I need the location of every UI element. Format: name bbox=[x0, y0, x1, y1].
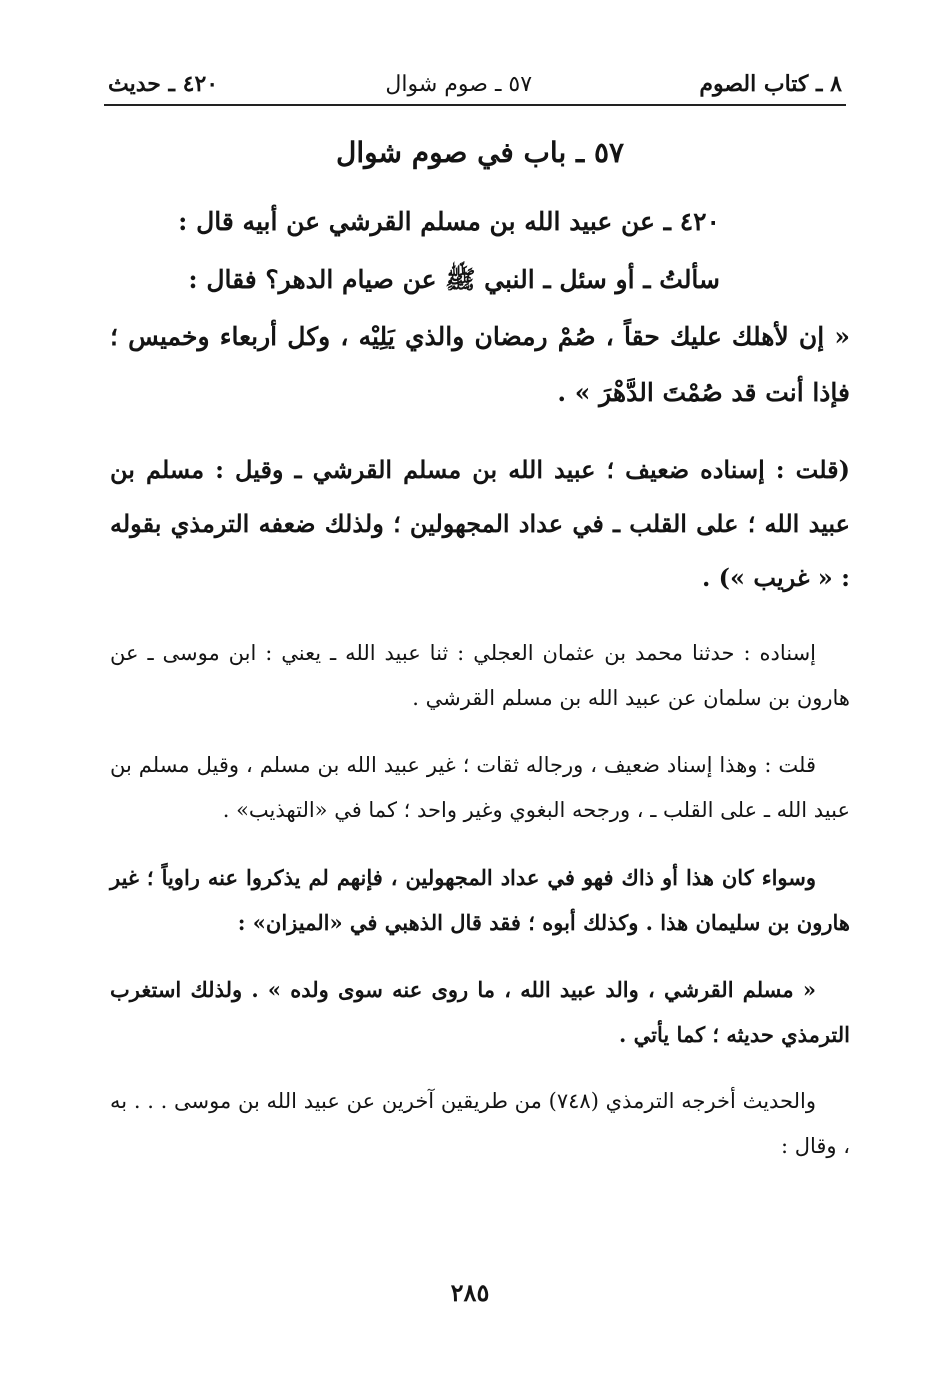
grading-note: (قلت : إسناده ضعيف ؛ عبيد الله بن مسلم القرشي ـ وقيل : مسلم بن عبيد الله ؛ على القلب ـ في عداد المجهولين ؛ ولذلك ضعفه الترمذي بقوله : « غريب ») . bbox=[110, 455, 850, 592]
header-book-title: ٨ ـ كتاب الصوم bbox=[699, 71, 842, 97]
chapter-title: ٥٧ ـ باب في صوم شوال bbox=[335, 136, 625, 169]
header-hadith-number: ٤٢٠ ـ حديث bbox=[108, 71, 219, 97]
hadith-text: « إن لأهلك عليك حقاً ، صُمْ رمضان والذي يَلِيْه ، وكل أربعاء وخميس ؛ فإذا أنت قد صُمْتَ الدَّهْرَ » . bbox=[110, 322, 850, 407]
commentary-paragraph: والحديث أخرجه الترمذي (٧٤٨) من طريقين آخرين عن عبيد الله بن موسى . . . به ، وقال : bbox=[110, 1089, 850, 1158]
commentary-paragraph: « مسلم القرشي ، والد عبيد الله ، ما روى عنه سوى ولده » . ولذلك استغرب الترمذي حديثه ؛ كما يأتي . bbox=[110, 977, 850, 1047]
header-divider bbox=[104, 104, 846, 106]
commentary-paragraph: وسواء كان هذا أو ذاك فهو في عداد المجهولين ، فإنهم لم يذكروا عنه راوياً ؛ غير هارون بن سليمان هذا . وكذلك أبوه ؛ فقد قال الذهبي في «الميزان» : bbox=[110, 865, 850, 935]
page-body bbox=[110, 130, 850, 1191]
hadith-chain: ٤٢٠ ـ عن عبيد الله بن مسلم القرشي عن أبيه قال : bbox=[178, 207, 720, 236]
header-chapter-title: ٥٧ ـ صوم شوال bbox=[385, 71, 533, 97]
page-number: ٢٨٥ bbox=[450, 1278, 490, 1307]
commentary-paragraph: قلت : وهذا إسناد ضعيف ، ورجاله ثقات ؛ غير عبيد الله بن مسلم ، وقيل مسلم بن عبيد الله ـ على القلب ـ ، ورجحه البغوي وغير واحد ؛ كما في «التهذيب» . bbox=[110, 753, 850, 822]
isnad-paragraph: إسناده : حدثنا محمد بن عثمان العجلي : ثنا عبيد الله ـ يعني : ابن موسى ـ عن هارون بن سلمان عن عبيد الله بن مسلم القرشي . bbox=[110, 641, 850, 710]
running-header bbox=[108, 64, 842, 104]
hadith-question: سألتُ ـ أو سئل ـ النبي ﷺ عن صيام الدهر؟ فقال : bbox=[188, 265, 720, 294]
